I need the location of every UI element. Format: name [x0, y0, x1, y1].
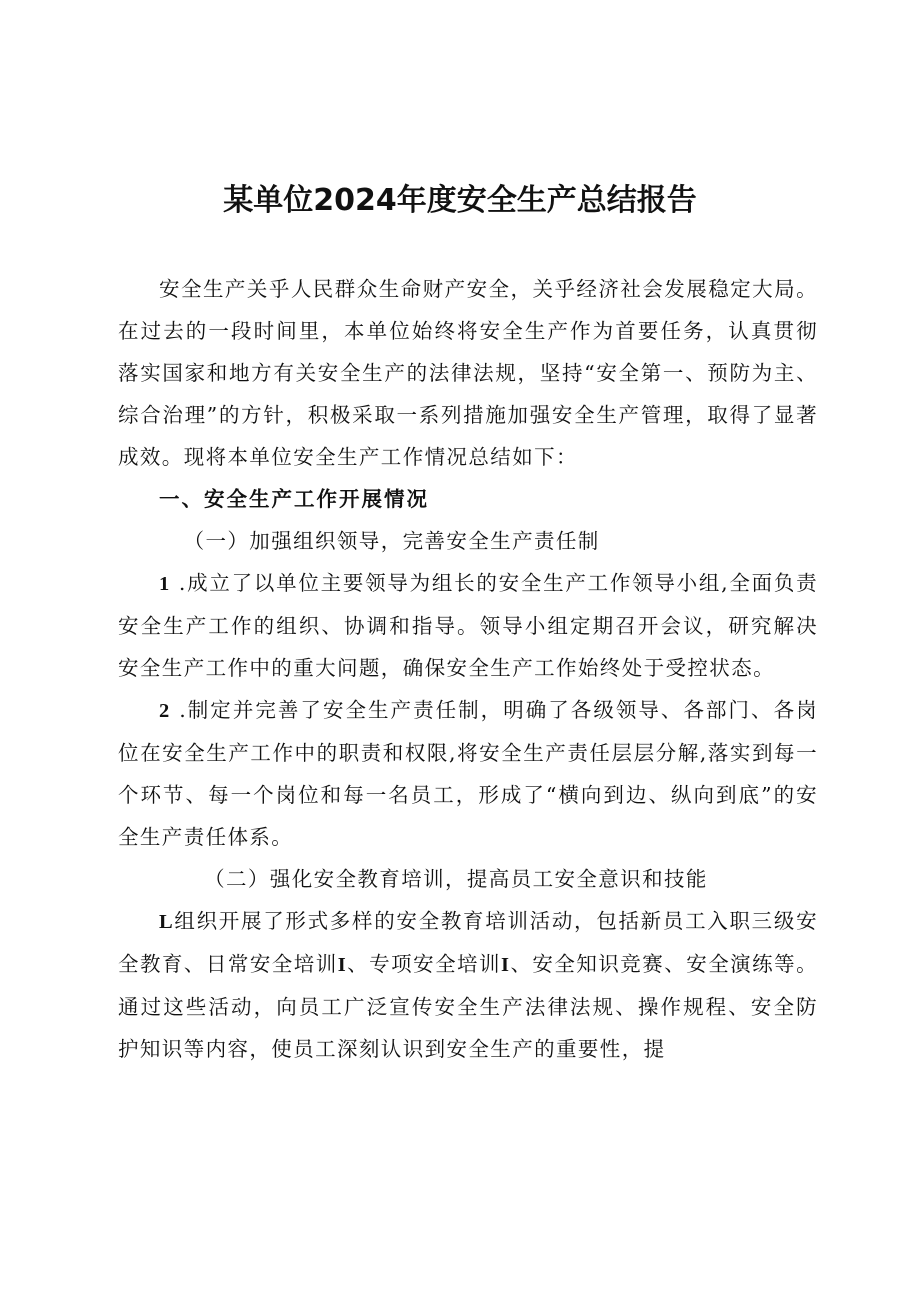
item-text: .成立了以单位主要领导为组长的安全生产工作领导小组,全面负责安全生产工作的组织、协调和指导。领导小组定期召开会议，研究解决安全生产工作中的重大问题，确保安全生产工作始终处于受控状态。 — [118, 571, 818, 680]
item-text: 、安全知识竞赛、安全演练等。通过这些活动，向员工广泛宣传安全生产法律法规、操作规程、安全防护知识等内容，使员工深刻认识到安全生产的重要性，提 — [118, 952, 818, 1061]
intro-paragraph: 安全生产关乎人民群众生命财产安全，关乎经济社会发展稳定大局。在过去的一段时间里，本单位始终将安全生产作为首要任务，认真贯彻落实国家和地方有关安全生产的法律法规，坚持“安全第一、预防为主、综合治理”的方针，积极采取一系列措施加强安全生产管理，取得了显著成效。现将本单位安全生产工作情况总结如下： — [118, 277, 818, 469]
subsection-heading-1: （一）加强组织领导，完善安全生产责任制 — [183, 529, 600, 553]
section-heading: 一、安全生产工作开展情况 — [159, 487, 429, 511]
list-item-2 — [118, 689, 818, 858]
ocr-mark: I — [337, 954, 348, 976]
item-number: 2 — [159, 700, 171, 722]
document-body — [118, 268, 818, 1070]
subsection-heading-2: （二）强化安全教育培训，提高员工安全意识和技能 — [204, 867, 708, 891]
document-title: 某单位2024年度安全生产总结报告 — [223, 183, 697, 218]
list-item-3 — [118, 900, 818, 1070]
item-number: 1 — [159, 573, 171, 595]
item-text: .制定并完善了安全生产责任制，明确了各级领导、各部门、各岗位在安全生产工作中的职责和权限,将安全生产责任层层分解,落实到每一个环节、每一个岗位和每一名员工，形成了“横向到边、纵向到底”的安全生产责任体系。 — [118, 698, 818, 849]
item-number: L — [159, 911, 175, 933]
list-item-1 — [118, 562, 818, 689]
item-text: 组织开展了形式多样的安全教育培训活动，包括新员工入职三级安全教育、日常安全培训 — [118, 909, 818, 976]
ocr-mark: I — [500, 954, 511, 976]
item-text: 、专项安全培训 — [347, 952, 501, 976]
